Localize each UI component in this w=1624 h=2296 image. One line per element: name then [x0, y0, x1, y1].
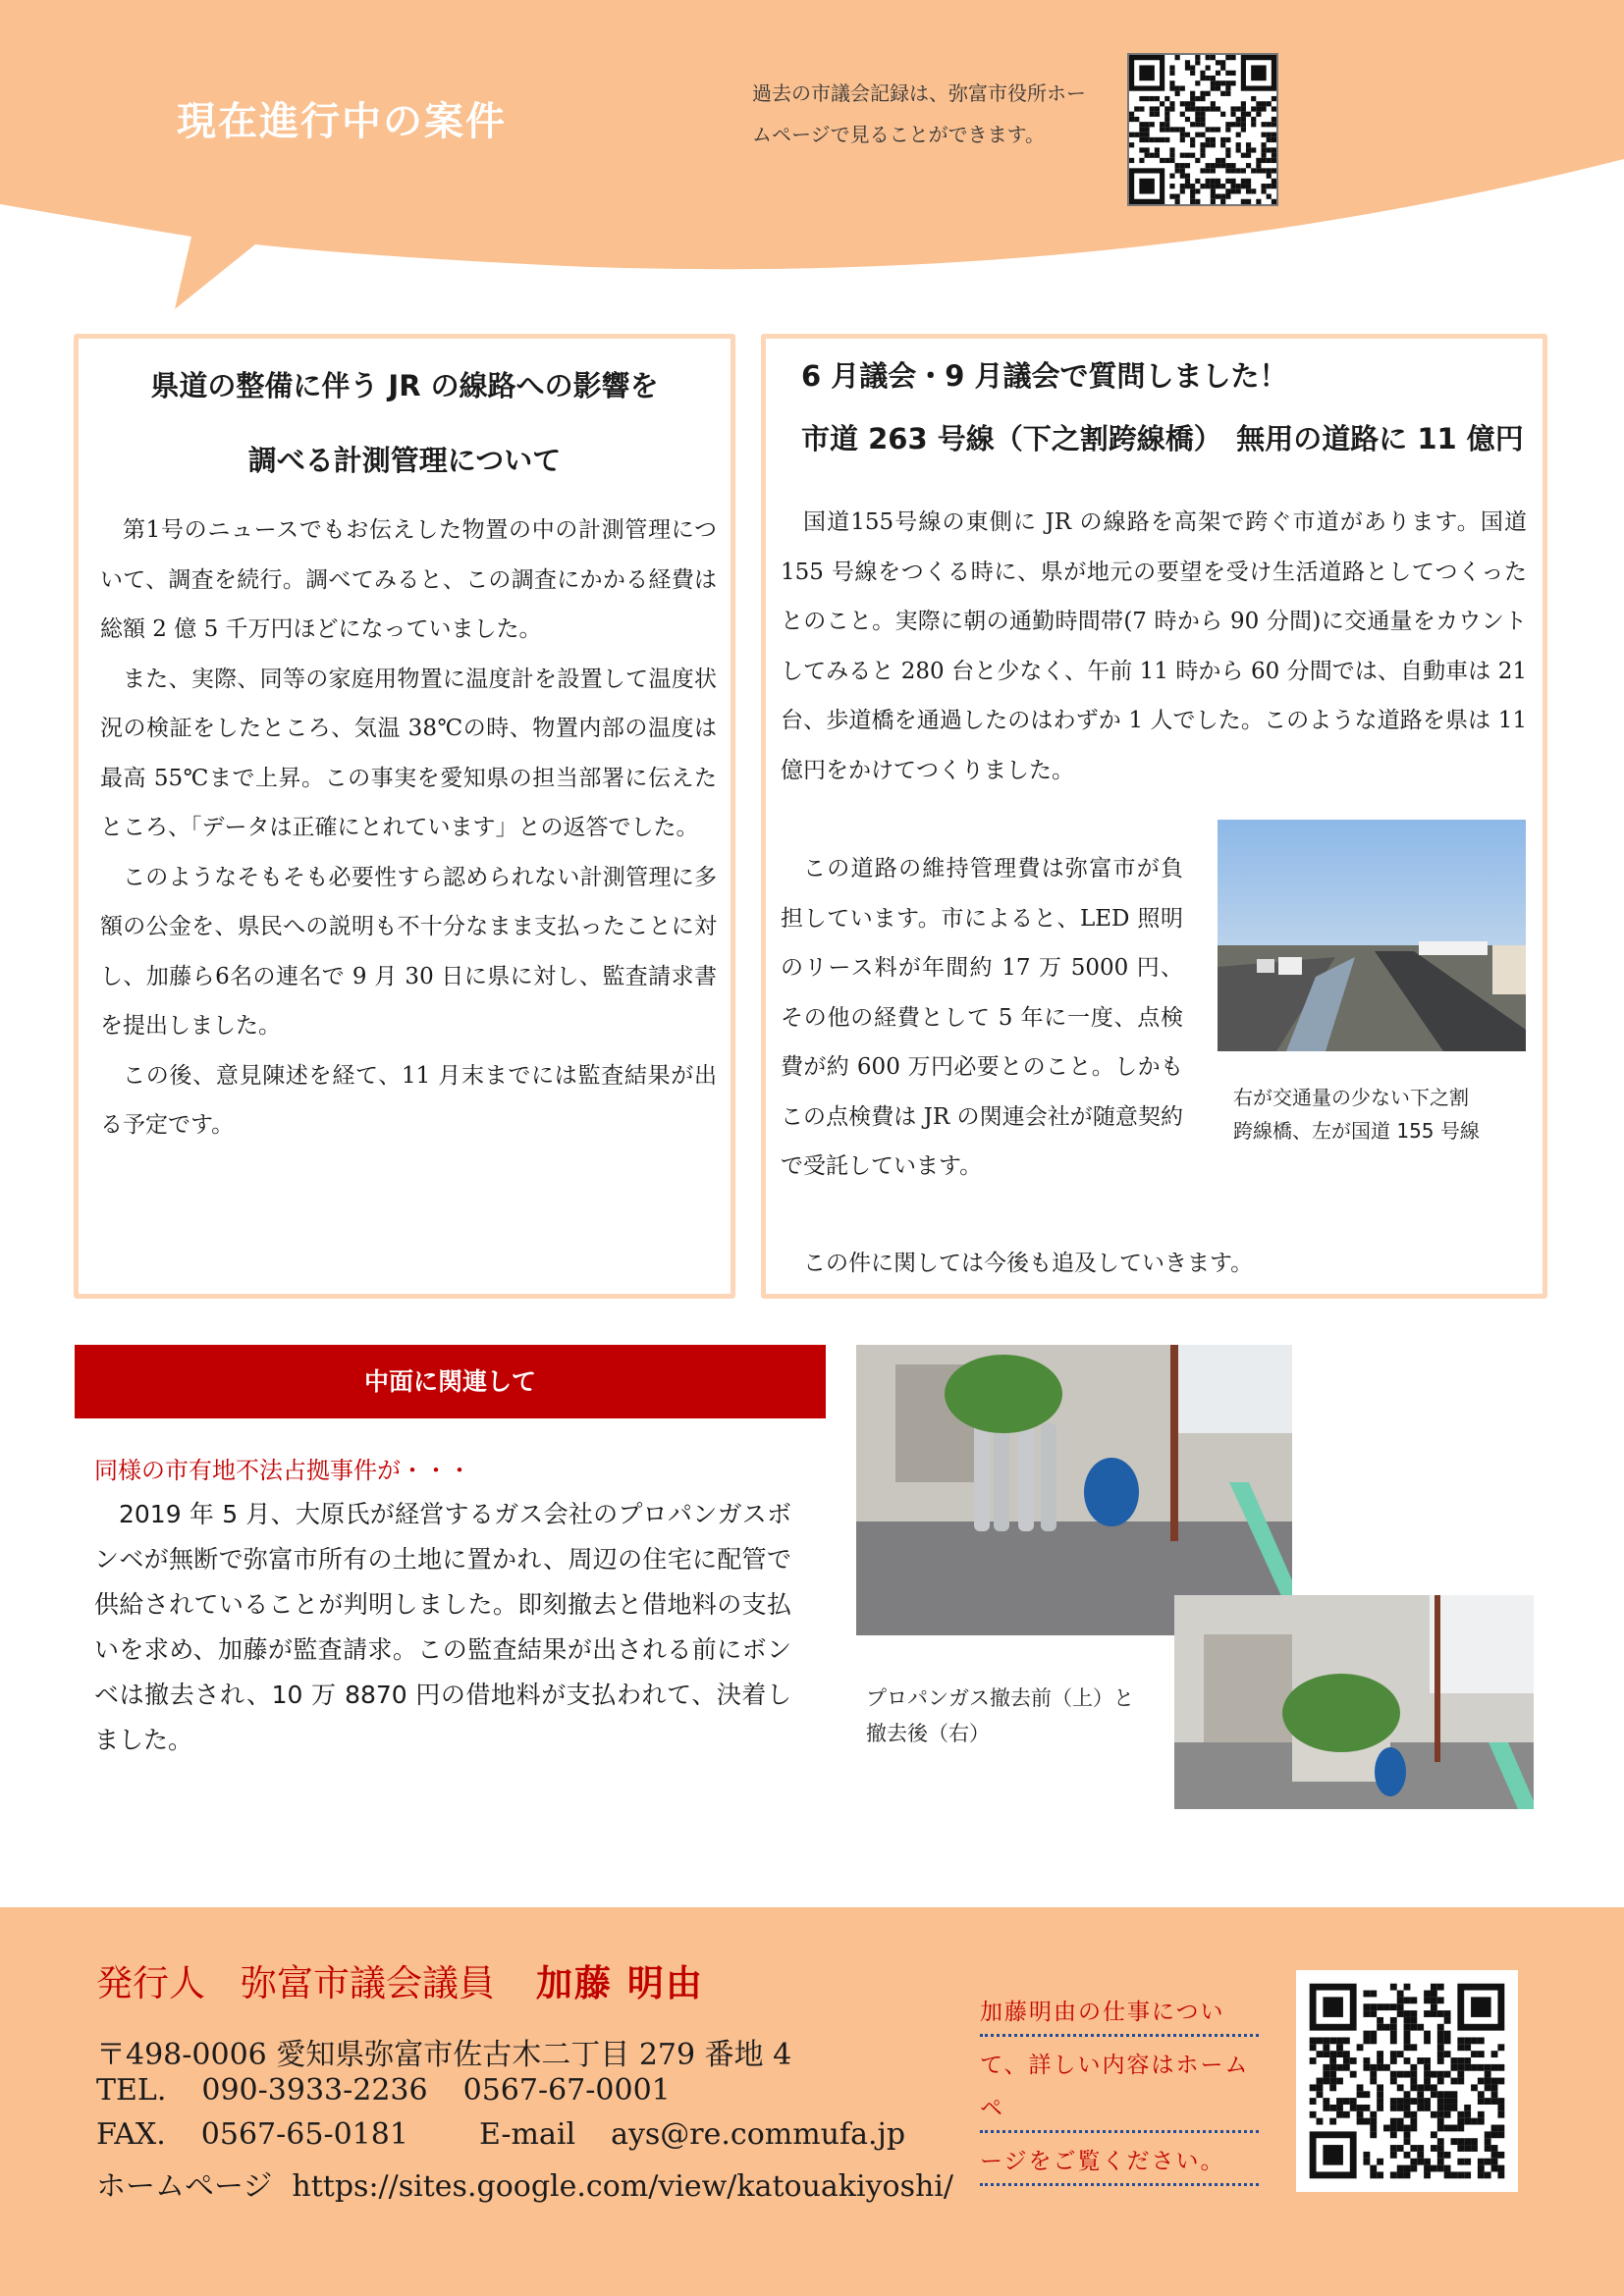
- gas-cylinders-before-photo: [856, 1345, 1292, 1635]
- section-title: 現在進行中の案件: [177, 99, 507, 144]
- caption-line: 跨線橋、左が国道 155 号線: [1233, 1119, 1480, 1143]
- qr-code-icon: [1129, 55, 1276, 204]
- fax-email-line: [96, 2117, 905, 2152]
- homepage-promo: [980, 1989, 1259, 2191]
- homepage-line: [96, 2162, 953, 2205]
- gas-photo-caption: [866, 1681, 1134, 1751]
- fax-number: 0567-65-0181: [200, 2117, 408, 2152]
- article-title-line1: 県道の整備に伴う JR の線路への影響を: [150, 369, 659, 402]
- qr-code-homepage[interactable]: [1296, 1970, 1518, 2192]
- publisher-heading: [96, 1953, 704, 2006]
- article-card-overpass: [761, 334, 1547, 1299]
- article-title-line2: 市道 263 号線（下之割跨線橋） 無用の道路に 11 億円: [801, 422, 1524, 455]
- gas-cylinders-after-photo: [1174, 1595, 1534, 1809]
- paragraph: このようなそもそも必要性すら認められない計測管理に多額の公金を、県民への説明も不十分なまま支払ったことに対し、加藤ら6名の連名で 9 月 30 日に県に対し、監査請求書を提出しました。: [100, 864, 717, 1039]
- address: 〒498-0006 愛知県弥富市佐古木二丁目 279 番地 4: [96, 2038, 792, 2072]
- email-label: E-mail: [478, 2117, 576, 2152]
- email-link[interactable]: ays@re.commufa.jp: [611, 2117, 906, 2152]
- promo-line: て、詳しい内容はホームペ: [980, 2042, 1259, 2133]
- caption-line: 右が交通量の少ない下之割: [1233, 1086, 1469, 1109]
- paragraph: この後、意見陳述を経て、11 月末までには監査結果が出る予定です。: [100, 1062, 717, 1138]
- related-section-banner: 中面に関連して: [75, 1345, 826, 1418]
- homepage-link[interactable]: https://sites.google.com/view/katouakiyoshi/: [292, 2169, 953, 2204]
- caption-line: 撤去後（右）: [866, 1722, 990, 1745]
- article-title-line1: 6 月議会・9 月議会で質問しました！: [801, 359, 1288, 393]
- paragraph: この道路の維持管理費は弥富市が負担しています。市によると、LED 照明のリース料が年間約 17 万 5000 円、その他の経費として 5 年に一度、点検費が約 600 万円必要とのこと。しかもこの点検費は JR の関連会社が随意契約で受託しています。: [781, 856, 1183, 1179]
- paragraph: また、実際、同等の家庭用物置に温度計を設置して温度状況の検証をしたところ、気温 38℃の時、物置内部の温度は最高 55℃まで上昇。この事実を愛知県の担当部署に伝えたところ、「データは正確にとれています」との返答でした。: [100, 666, 717, 840]
- related-body: 2019 年 5 月、大原氏が経営するガス会社のプロパンガスボンベが無断で弥富市所有の土地に置かれ、周辺の住宅に配管で供給されていることが判明しました。即刻撤去と借地料の支払いを求め、加藤が監査請求。この監査結果が出される前にボンベは撤去され、10 万 8870 円の借地料が支払われて、決着しました。: [94, 1500, 791, 1754]
- fax-label: FAX.: [96, 2117, 166, 2152]
- publisher-label: 発行人: [96, 1962, 205, 2004]
- tel-label: TEL.: [96, 2073, 167, 2108]
- qr-code-city-council[interactable]: [1127, 53, 1278, 206]
- overpass-photo: [1218, 820, 1526, 1051]
- tel-mobile[interactable]: 090-3933-2236: [201, 2073, 428, 2108]
- related-subheading: 同様の市有地不法占拠事件が・・・: [94, 1457, 471, 1484]
- tel-landline[interactable]: 0567-67-0001: [462, 2073, 671, 2108]
- paragraph: この件に関しては今後も追及していきます。: [803, 1251, 1254, 1276]
- paragraph: 第1号のニュースでもお伝えした物置の中の計測管理について、調査を続行。調べてみると、この調査にかかる経費は総額 2 億 5 千万円ほどになっていました。: [100, 517, 717, 642]
- paragraph: 国道155号線の東側に JR の線路を高架で跨ぐ市道があります。国道 155 号線をつくる時に、県が地元の要望を受け生活道路としてつくったとのこと。実際に朝の通勤時間帯(7 時から 90 分間)に交通量をカウントしてみると 280 台と少なく、午前 11 時から 60 分間では、自動車は 21 台、歩道橋を通過したのはわずか 1 人でした。このような道路を県は 11 億円をかけてつくりました。: [781, 509, 1527, 783]
- telephone-line: [96, 2073, 671, 2108]
- promo-line: ージをご覧ください。: [980, 2138, 1259, 2186]
- homepage-label: ホームページ: [96, 2169, 273, 2204]
- overpass-photo-caption: [1233, 1081, 1480, 1148]
- qr-code-icon: [1296, 1970, 1518, 2192]
- article-title-line2: 調べる計測管理について: [247, 444, 562, 477]
- archive-note: 過去の市議会記録は、弥富市役所ホームページで見ることができます。: [752, 81, 1086, 146]
- article-body: [100, 506, 717, 1150]
- publisher-name: 加藤 明由: [536, 1962, 704, 2004]
- caption-line: プロパンガス撤去前（上）と: [866, 1686, 1134, 1710]
- promo-line: 加藤明由の仕事につい: [980, 1989, 1259, 2037]
- publisher-role: 弥富市議会議員: [241, 1962, 495, 2004]
- header-speech-bubble: [0, 0, 1624, 324]
- article-card-measurement: [74, 334, 735, 1299]
